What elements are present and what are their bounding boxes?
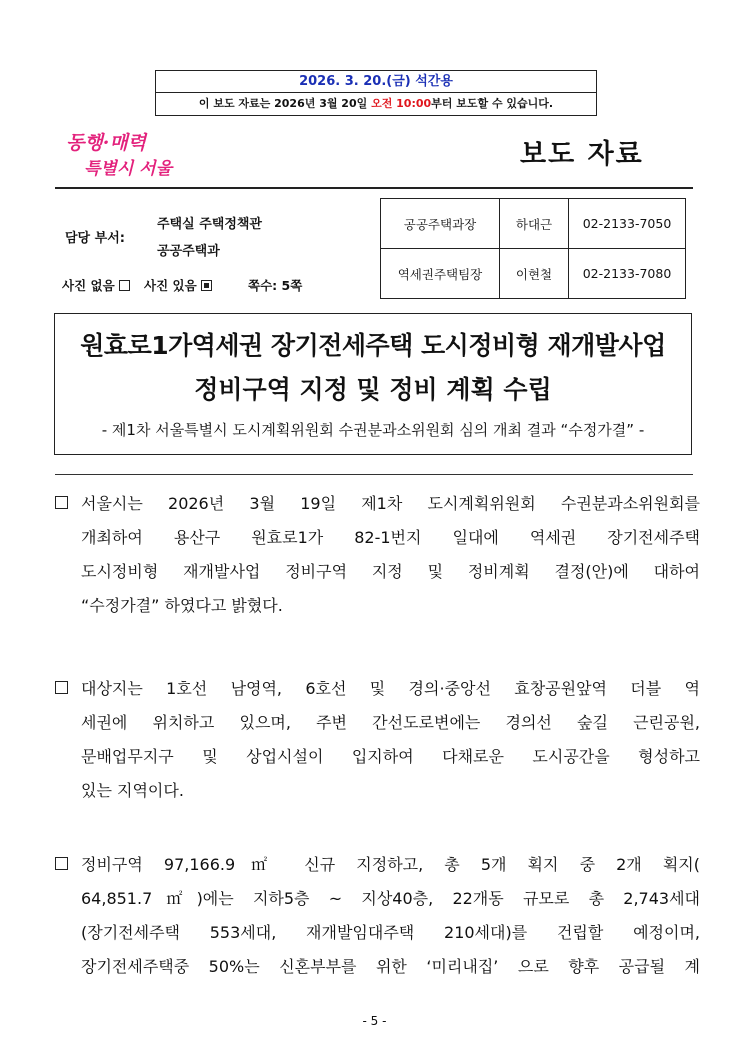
table-row <box>381 249 686 299</box>
contact-phone: 02-2133-7080 <box>569 249 686 299</box>
logo-line-2: 특별시 서울 <box>84 159 173 179</box>
photo-has-label: 사진 있음 <box>144 278 197 293</box>
bullet-square-icon <box>55 496 68 509</box>
contacts-table <box>380 198 686 299</box>
photo-none-label: 사진 없음 <box>62 278 115 293</box>
seoul-logo <box>66 128 206 184</box>
department-line-2: 공공주택과 <box>157 244 220 259</box>
subtitle: - 제1차 서울특별시 도시계획위원회 수권분과소위원회 심의 개최 결과 “수정가결” - <box>101 421 645 439</box>
title-line-2: 정비구역 지정 및 정비 계획 수립 <box>194 375 552 404</box>
paragraph-line: “수정가결” 하였다고 밝혔다. <box>81 596 283 615</box>
content-divider <box>55 474 693 475</box>
contact-team: 역세권주택팀장 <box>381 249 500 299</box>
checkbox-empty-icon <box>119 280 130 291</box>
paragraph <box>55 848 700 984</box>
paragraph-line: 정비구역 97,166.9㎡ 신규 지정하고, 총 5개 획지 중 2개 획지( <box>81 855 700 874</box>
paragraph-line: 도시정비형 재개발사업 정비구역 지정 및 정비계획 결정(안)에 대하여 <box>81 562 700 581</box>
page-number: - 5 - <box>362 1014 387 1028</box>
department-label: 담당 부서: <box>65 231 125 246</box>
paragraph-line: 대상지는 1호선 남영역, 6호선 및 경의·중앙선 효창공원앞역 더블 역 <box>81 679 700 698</box>
bullet-square-icon <box>55 681 68 694</box>
page-count: 쪽수: 5쪽 <box>248 278 303 293</box>
contact-team: 공공주택과장 <box>381 199 500 249</box>
paragraph-line: 개최하여 용산구 원효로1가 82-1번지 일대에 역세권 장기전세주택 <box>81 528 700 547</box>
contact-name: 하대근 <box>500 199 569 249</box>
photo-info <box>62 276 302 294</box>
logo-line-1: 동행·매력 <box>66 132 147 154</box>
embargo-notice-pre: 이 보도 자료는 2026년 3월 20일 <box>198 97 372 110</box>
paragraph-line: 서울시는 2026년 3월 19일 제1차 도시계획위원회 수권분과소위원회를 <box>81 494 700 513</box>
document-type: 보도 자료 <box>520 139 644 170</box>
table-row <box>381 199 686 249</box>
contact-name: 이현철 <box>500 249 569 299</box>
paragraph-line: 있는 지역이다. <box>81 781 184 800</box>
paragraph-line: (장기전세주택 553세대, 재개발임대주택 210세대)를 건립할 예정이며, <box>81 923 700 942</box>
paragraph-line: 64,851.7㎡)에는 지하5층 ~ 지상40층, 22개동 규모로 총 2,743세대 <box>81 889 700 908</box>
embargo-notice-post: 부터 보도할 수 있습니다. <box>431 97 554 110</box>
department-line-1: 주택실 주택정책관 <box>157 217 262 232</box>
title-box <box>54 313 692 455</box>
paragraph <box>55 487 700 623</box>
paragraph <box>55 672 700 808</box>
title-line-1: 원효로1가역세권 장기전세주택 도시정비형 재개발사업 <box>80 331 666 360</box>
checkbox-checked-icon <box>201 280 212 291</box>
embargo-notice-time: 오전 10:00 <box>371 97 432 110</box>
paragraph-line: 문배업무지구 및 상업시설이 입지하여 다채로운 도시공간을 형성하고 <box>81 747 700 766</box>
embargo-headline: 2026. 3. 20.(금) 석간용 <box>156 71 596 93</box>
top-divider <box>55 187 693 189</box>
contact-phone: 02-2133-7050 <box>569 199 686 249</box>
paragraph-line: 장기전세주택중 50%는 신혼부부를 위한 ‘미리내집’ 으로 향후 공급될 계 <box>81 957 700 976</box>
paragraph-line: 세권에 위치하고 있으며, 주변 간선도로변에는 경의선 숲길 근린공원, <box>81 713 700 732</box>
embargo-notice <box>156 93 596 115</box>
embargo-box <box>155 70 597 116</box>
bullet-square-icon <box>55 857 68 870</box>
